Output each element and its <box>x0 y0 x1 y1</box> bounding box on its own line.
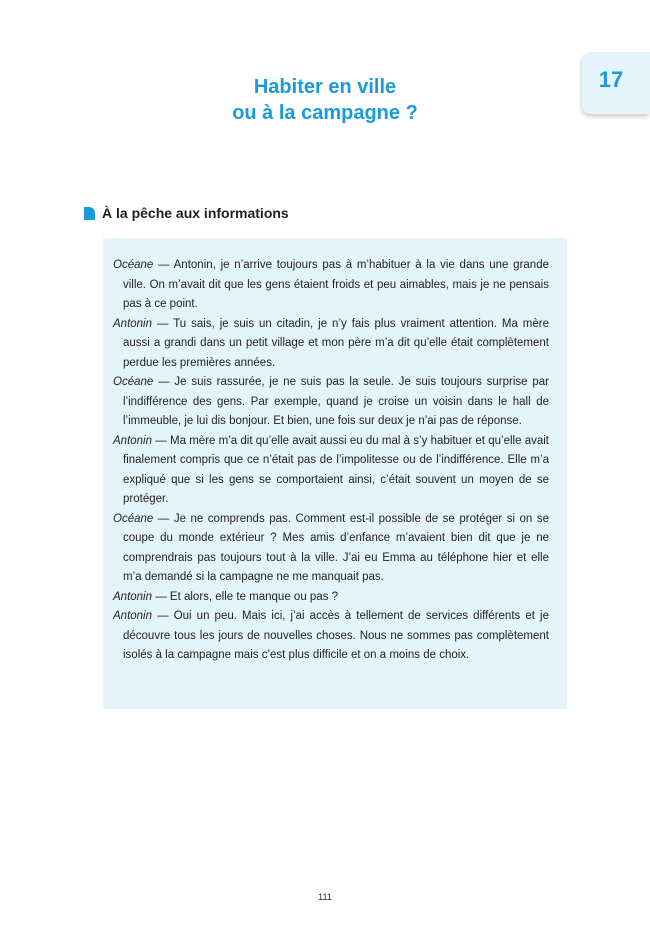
page-title-line-2: ou à la campagne ? <box>232 102 418 124</box>
dialogue-speaker: Océane <box>113 259 154 271</box>
dialogue-line <box>113 588 549 608</box>
dialogue-speaker: Antonin <box>113 434 153 447</box>
dialogue-text: — Je ne comprends pas. Comment est-il possible de se protéger si on se coupe du monde extérieur ? Mes amis d’enfance m’avaient bien dit que je ne comprendrais pas toujours tout à la ville. J’ai eu Emma au téléphone hier et elle m’a demandé si la campagne ne me manquait pas. <box>123 512 549 583</box>
dialogue-speaker: Antonin <box>113 610 153 622</box>
dialogue-text: — Je suis rassurée, je ne suis pas la seule. Je suis toujours surprise par l’indifférence des gens. Par exemple, quand je croise un voisin dans le hall de l’immeuble, je lui dis bonjour. Et bien, une fois sur deux je n’ai pas de réponse. <box>123 376 549 427</box>
page-title-line-1: Habiter en ville <box>253 76 397 98</box>
dialogue-text: — Oui un peu. Mais ici, j’ai accès à tellement de services différents et je découvre tous les jours de nouvelles choses. Nous ne sommes pas complètement isolés à la campagne mais c’est plus difficile et on a moins de choix. <box>123 610 549 661</box>
section-heading-label: À la pêche aux informations <box>102 205 289 221</box>
section-heading <box>84 205 289 221</box>
chapter-number: 17 <box>598 67 624 92</box>
dialogue-line <box>113 373 549 432</box>
dialogue-speaker: Océane <box>113 376 154 388</box>
dialogue-speaker: Antonin <box>113 590 153 603</box>
dialogue-speaker: Antonin <box>113 317 153 330</box>
page-number: 111 <box>318 892 332 902</box>
dialogue-speaker: Océane <box>113 512 154 525</box>
dialogue-line <box>113 432 549 510</box>
dialogue-line <box>113 510 549 588</box>
dialogue-text: — Antonin, je n’arrive toujours pas à m’habituer à la vie dans une grande ville. On m’avait dit que les gens étaient froids et peu aimables, mais je ne pensais pas à ce point. <box>123 259 549 310</box>
page-title <box>0 74 650 126</box>
section-marker-icon <box>84 207 95 220</box>
dialogue-text: — Tu sais, je suis un citadin, je n’y fais plus vraiment attention. Ma mère aussi a grandi dans un petit village et mon père m’a dit qu’elle était complètement perdue les premières années. <box>123 317 549 369</box>
dialogue-text: — Ma mère m’a dit qu’elle avait aussi eu du mal à s’y habituer et qu’elle avait finalement compris que ce n’était pas de l’impolitesse ou de l’indifférence. Elle m’a expliqué que si les gens se comportaient ainsi, c’était souvent un moyen de se protéger. <box>123 434 549 505</box>
dialogue-text: — Et alors, elle te manque ou pas ? <box>152 590 339 603</box>
dialogue-box <box>103 238 567 709</box>
dialogue-line <box>113 607 549 666</box>
dialogue-line <box>113 315 549 374</box>
dialogue-line <box>113 256 549 315</box>
